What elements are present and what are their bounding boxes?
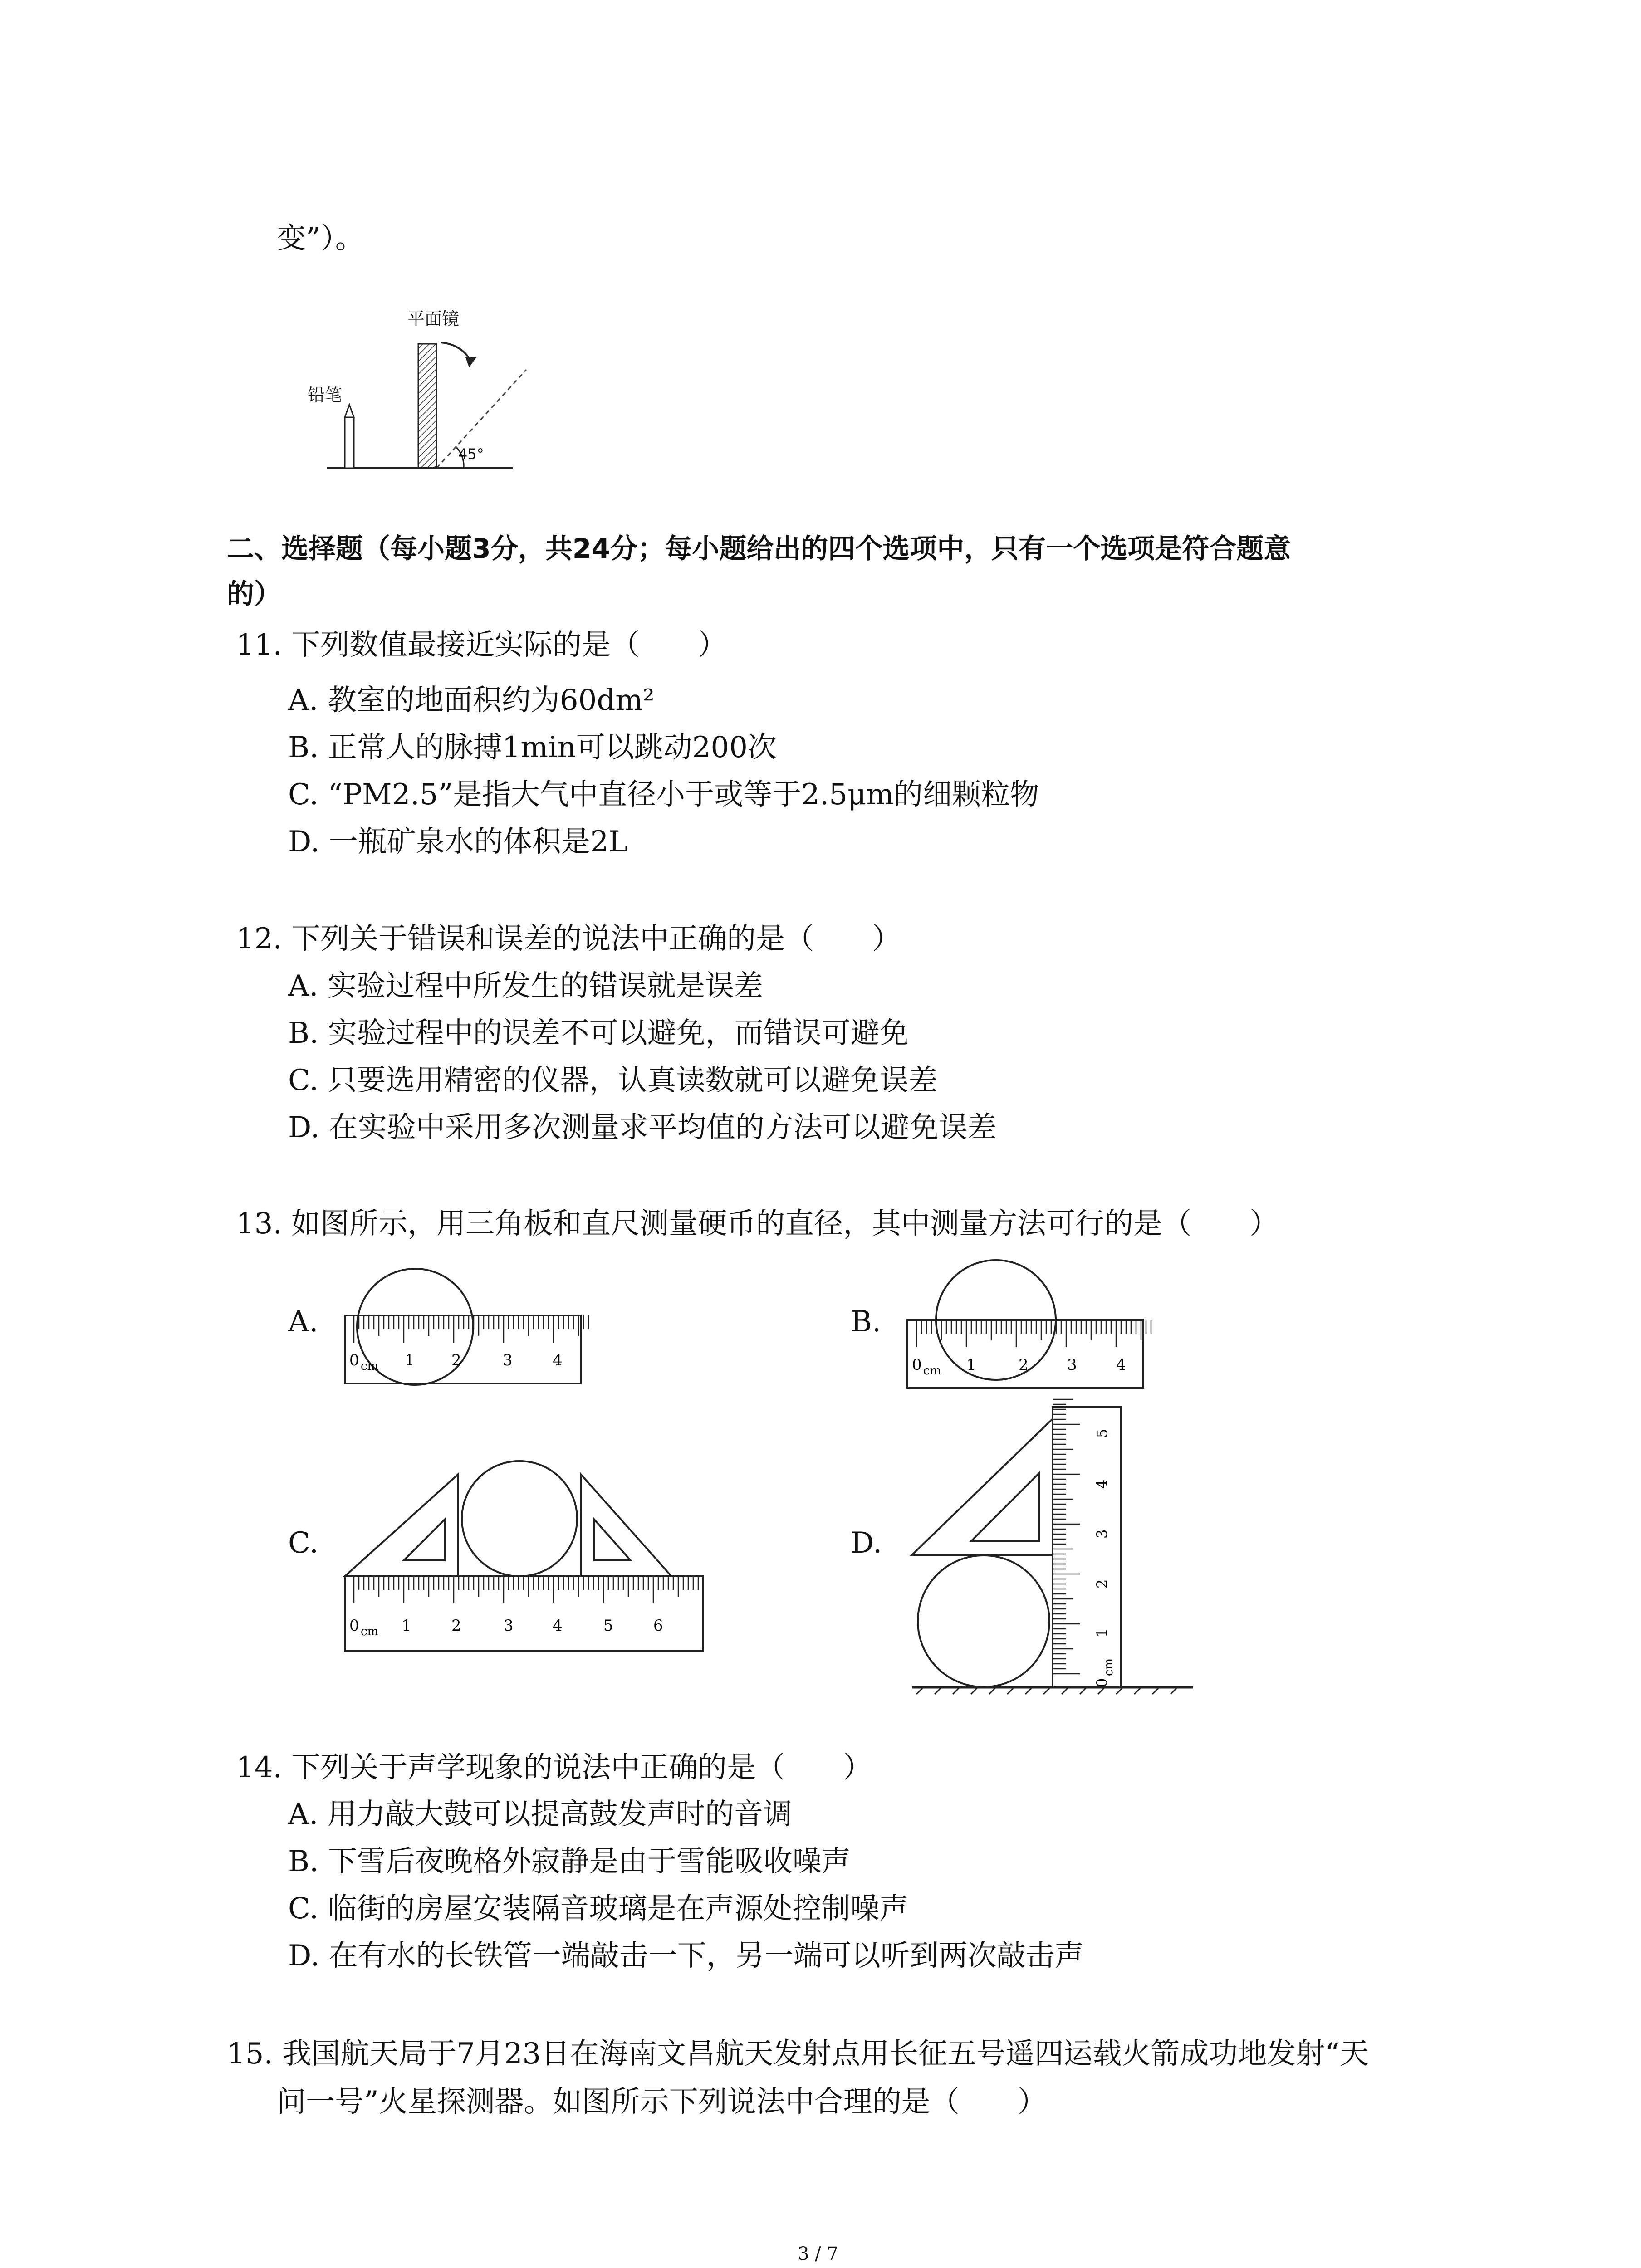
tick-label-1: 1 (405, 1351, 415, 1369)
svg-text:2: 2 (1093, 1579, 1111, 1589)
tick-label-2: 2 (451, 1351, 461, 1369)
tick-label-1: 1 (966, 1356, 976, 1374)
q14-option-a: A. 用力敲大鼓可以提高鼓发声时的音调 (288, 1798, 792, 1831)
tick-label-4: 4 (553, 1351, 563, 1369)
angle-label: 45° (458, 445, 484, 463)
figure-c (336, 1456, 708, 1656)
previous-question-tail: 变”）。 (277, 222, 364, 255)
tick-label-4: 4 (1116, 1356, 1126, 1374)
svg-text:2: 2 (451, 1617, 461, 1635)
svg-text:6: 6 (653, 1617, 663, 1635)
tick-label-0: 0 (349, 1351, 359, 1369)
figure-a (336, 1261, 590, 1397)
q12-option-b: B. 实验过程中的误差不可以避免，而错误可避免 (288, 1017, 909, 1050)
figure-b (898, 1252, 1152, 1397)
q11-option-a: A. 教室的地面积约为60dm² (288, 684, 655, 717)
section-heading-line1: 二、选择题（每小题3分，共24分；每小题给出的四个选项中，只有一个选项是符合题意 (227, 533, 1291, 565)
tick-label-0: 0 (912, 1356, 922, 1374)
q15-stem-line2: 问一号”火星探测器。如图所示下列说法中合理的是（ ） (277, 2085, 1047, 2119)
q13-label-c: C. (288, 1526, 319, 1560)
q12-stem: 12. 下列关于错误和误差的说法中正确的是（ ） (236, 922, 901, 956)
q11-option-b: B. 正常人的脉搏1min可以跳动200次 (288, 731, 777, 764)
q13-label-b: B. (851, 1305, 882, 1339)
q14-stem: 14. 下列关于声学现象的说法中正确的是（ ） (236, 1751, 872, 1784)
page-number: 3 / 7 (798, 2244, 838, 2264)
q11-option-c: C. “PM2.5”是指大气中直径小于或等于2.5μm的细颗粒物 (288, 778, 1039, 811)
pencil-label: 铅笔 (308, 385, 343, 405)
q13-label-a: A. (288, 1305, 318, 1339)
q13-stem: 13. 如图所示，用三角板和直尺测量硬币的直径，其中测量方法可行的是（ ） (236, 1207, 1279, 1241)
q12-option-d: D. 在实验中采用多次测量求平均值的方法可以避免误差 (288, 1111, 997, 1144)
svg-text:1: 1 (1093, 1628, 1111, 1637)
svg-text:cm: cm (361, 1625, 379, 1638)
svg-text:1: 1 (402, 1617, 411, 1635)
svg-text:3: 3 (504, 1617, 514, 1635)
figure-d (903, 1393, 1202, 1701)
q11-stem: 11. 下列数值最接近实际的是（ ） (236, 628, 727, 662)
svg-text:5: 5 (1093, 1428, 1111, 1438)
tick-unit: cm (923, 1364, 941, 1378)
coin (918, 1555, 1049, 1687)
tick-label-3: 3 (1067, 1356, 1077, 1374)
tick-unit: cm (361, 1359, 379, 1373)
q14-option-c: C. 临街的房屋安装隔音玻璃是在声源处控制噪声 (288, 1892, 909, 1926)
section-heading-line2: 的） (227, 578, 281, 610)
q14-option-b: B. 下雪后夜晚格外寂静是由于雪能吸收噪声 (288, 1845, 851, 1878)
svg-text:4: 4 (1093, 1479, 1111, 1489)
svg-text:3: 3 (1093, 1529, 1111, 1539)
q14-option-d: D. 在有水的长铁管一端敲击一下，另一端可以听到两次敲击声 (288, 1939, 1084, 1973)
svg-text:4: 4 (553, 1617, 563, 1635)
mirror-label: 平面镜 (407, 309, 460, 329)
plane-mirror (418, 344, 436, 468)
q12-option-a: A. 实验过程中所发生的错误就是误差 (288, 969, 763, 1003)
svg-text:cm: cm (1102, 1658, 1116, 1676)
q13-label-d: D. (851, 1526, 882, 1560)
pencil-icon (345, 405, 354, 468)
q11-option-d: D. 一瓶矿泉水的体积是2L (288, 825, 628, 859)
svg-text:0: 0 (349, 1617, 359, 1635)
svg-text:0: 0 (1093, 1678, 1111, 1687)
svg-text:5: 5 (603, 1617, 613, 1635)
q12-option-c: C. 只要选用精密的仪器，认真读数就可以避免误差 (288, 1064, 938, 1097)
q15-stem-line1: 15. 我国航天局于7月23日在海南文昌航天发射点用长征五号遥四运载火箭成功地发射“天 (227, 2037, 1369, 2071)
coin (462, 1461, 577, 1576)
ruler (907, 1320, 1143, 1388)
tick-label-2: 2 (1019, 1356, 1029, 1374)
tick-label-3: 3 (503, 1351, 513, 1369)
